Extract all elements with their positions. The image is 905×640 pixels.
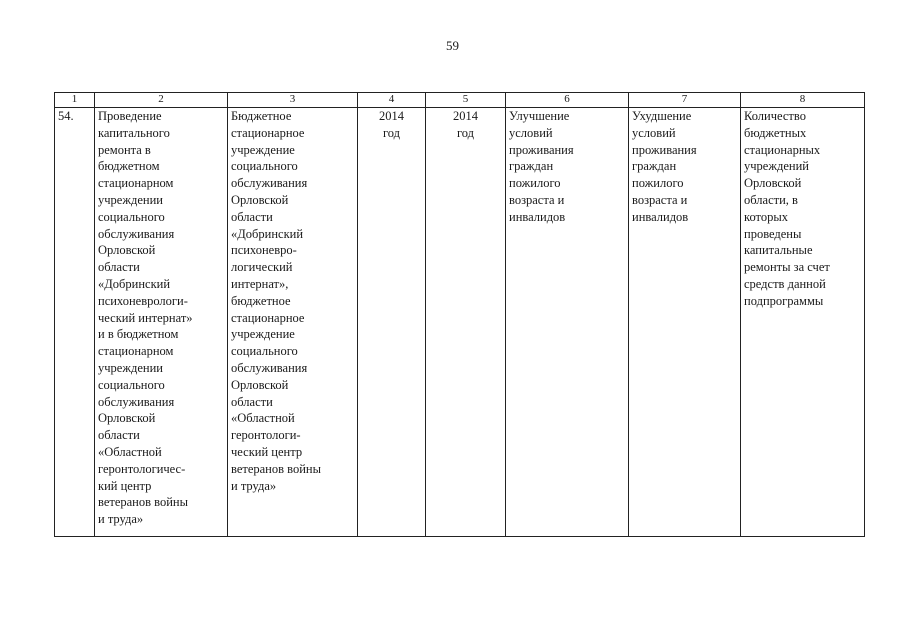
measure-name-text: Проведение капитального ремонта в бюджетном стационарном учреждении социального обслуживания Орловской области «Добринский психоневрологи- ческий интернат» и в бюджетном стационарном учреждении социального обслуживания Орловской области «Областной геронтологичес- кий центр ветеранов войны и труда» bbox=[98, 109, 193, 527]
header-col-4: 4 bbox=[358, 93, 426, 108]
responsible-executor-text: Бюджетное стационарное учреждение социального обслуживания Орловской области «Добринский психоневро- логический интернат», бюджетное стационарное учреждение социального обслуживания Орловской области «Областной геронтологи- ческий центр ветеранов войны и труда» bbox=[231, 109, 321, 493]
header-col-1: 1 bbox=[55, 93, 95, 108]
measure-name bbox=[95, 108, 228, 537]
header-col-5: 5 bbox=[426, 93, 506, 108]
program-measures-table bbox=[54, 92, 865, 537]
header-col-8: 8 bbox=[741, 93, 865, 108]
indicator bbox=[741, 108, 865, 537]
header-col-6: 6 bbox=[506, 93, 629, 108]
consequences-text: Ухудшение условий проживания граждан пожилого возраста и инвалидов bbox=[632, 109, 697, 224]
responsible-executor bbox=[228, 108, 358, 537]
header-col-2: 2 bbox=[95, 93, 228, 108]
table-header-row bbox=[55, 93, 865, 108]
row-number: 54. bbox=[55, 108, 95, 537]
expected-result bbox=[506, 108, 629, 537]
end-year-text: 2014 год bbox=[453, 109, 478, 140]
expected-result-text: Улучшение условий проживания граждан пожилого возраста и инвалидов bbox=[509, 109, 574, 224]
page-number: 59 bbox=[446, 38, 459, 53]
table-row bbox=[55, 108, 865, 537]
start-year-text: 2014 год bbox=[379, 109, 404, 140]
indicator-text: Количество бюджетных стационарных учреждений Орловской области, в которых проведены капитальные ремонты за счет средств данной подпрограммы bbox=[744, 109, 830, 308]
header-col-7: 7 bbox=[629, 93, 741, 108]
header-col-3: 3 bbox=[228, 93, 358, 108]
end-year bbox=[426, 108, 506, 537]
consequences-of-non-implementation bbox=[629, 108, 741, 537]
start-year bbox=[358, 108, 426, 537]
